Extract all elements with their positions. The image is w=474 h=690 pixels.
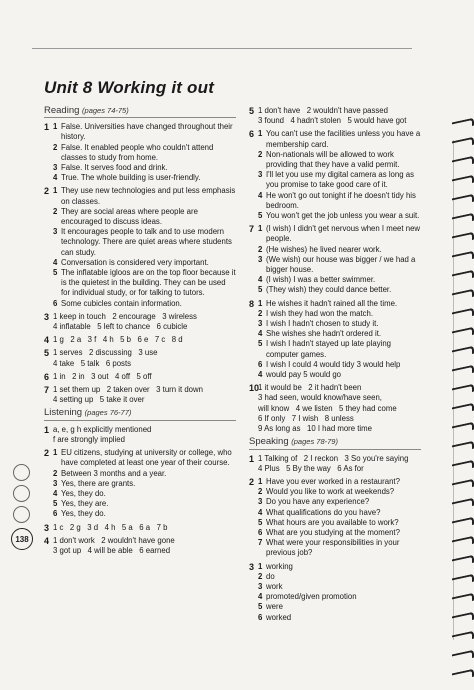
exercise xyxy=(249,224,421,295)
answer-line: 1 keep in touch 2 encourage 3 wireless xyxy=(53,311,197,321)
exercise xyxy=(44,523,236,533)
answer-text: promoted/given promotion xyxy=(266,592,357,602)
answer-key: 1 xyxy=(53,448,58,458)
answer-line: 1 don't have 2 wouldn't have passed xyxy=(258,106,388,115)
answer-line xyxy=(258,275,421,285)
answer-text: You won't get the job unless you wear a suit. xyxy=(266,211,420,221)
exercise-number: 6 xyxy=(44,371,50,382)
exercise-answers xyxy=(53,425,236,445)
binding-coil xyxy=(452,175,474,188)
answer-key: 3 xyxy=(258,254,263,264)
binding-coil xyxy=(452,365,474,378)
exercise-number: 8 xyxy=(249,298,255,309)
exercise xyxy=(249,562,421,623)
answer-text: They are social areas where people are encouraged to discuss ideas. xyxy=(61,206,198,227)
exercise-number: 5 xyxy=(249,106,255,116)
section-heading xyxy=(249,437,421,449)
answer-line: 4 inflatable 5 left to chance 6 cubicle xyxy=(53,322,188,332)
exercise-answers xyxy=(258,477,421,559)
exercise-number: 7 xyxy=(44,385,50,396)
exercise-answers xyxy=(258,129,421,221)
answer-key: 6 xyxy=(258,527,263,537)
exercise-number: 6 xyxy=(249,129,255,140)
answer-line xyxy=(258,150,421,170)
exercise-answers xyxy=(258,299,421,381)
exercise-answers xyxy=(53,122,236,183)
answer-key: 6 xyxy=(258,359,263,369)
answer-key: 2 xyxy=(258,571,263,581)
binding-coil xyxy=(452,270,474,283)
answer-text: Have you ever worked in a restaurant? xyxy=(266,476,400,486)
exercise-answers xyxy=(53,448,236,519)
answer-key: 5 xyxy=(53,268,58,278)
answer-key: 4 xyxy=(53,257,58,267)
exercise-answers xyxy=(258,224,421,295)
binding-coil xyxy=(452,650,474,663)
page-title: Unit 8 Working it out xyxy=(44,78,215,97)
answer-line: 4 setting up 5 take it over xyxy=(53,395,145,405)
answer-text: Yes, they do. xyxy=(61,488,106,498)
answer-line xyxy=(53,479,236,489)
answer-key: 5 xyxy=(258,339,263,349)
answer-line xyxy=(258,602,421,612)
answer-text: He wishes it hadn't rained all the time. xyxy=(266,298,398,308)
exercise-answers xyxy=(53,312,236,332)
answer-key: 4 xyxy=(258,592,263,602)
answer-line xyxy=(53,227,236,258)
left-column xyxy=(44,106,236,559)
answer-key: 5 xyxy=(258,602,263,612)
binding-coil xyxy=(452,346,474,359)
answer-text: Non-nationals will be allowed to work providing that they have a valid permit. xyxy=(266,149,400,170)
answer-line: 4 Plus 5 By the way 6 As for xyxy=(258,463,364,473)
answer-line xyxy=(53,268,236,299)
answer-line: 1 serves 2 discussing 3 use xyxy=(53,348,158,358)
answer-key: 6 xyxy=(53,298,58,308)
binding-coil xyxy=(452,232,474,245)
answer-key: 2 xyxy=(258,308,263,318)
margin-circle xyxy=(13,506,30,523)
answer-line xyxy=(53,469,236,479)
answer-text: Would you like to work at weekends? xyxy=(266,487,395,497)
answer-key: 4 xyxy=(258,275,263,285)
answer-text: working xyxy=(266,561,293,571)
answer-key: 3 xyxy=(258,170,263,180)
binding-coil xyxy=(452,403,474,416)
exercise xyxy=(249,129,421,221)
exercise xyxy=(249,106,421,126)
answer-text: He won't go out tonight if he doesn't tidy his bedroom. xyxy=(266,190,416,210)
answer-key: 1 xyxy=(258,224,263,234)
answer-line xyxy=(53,509,236,519)
answer-text: worked xyxy=(266,612,292,622)
exercise xyxy=(249,477,421,559)
binding-coil xyxy=(452,137,474,150)
exercise-answers xyxy=(53,186,236,308)
answer-key: 4 xyxy=(53,488,58,498)
exercise-answers xyxy=(53,385,236,405)
answer-key: 3 xyxy=(53,478,58,488)
answer-line xyxy=(258,508,421,518)
exercise xyxy=(44,372,236,382)
answer-key: 2 xyxy=(258,244,263,254)
answer-line xyxy=(53,207,236,227)
answer-text: What are you studying at the moment? xyxy=(266,527,400,537)
binding-coil xyxy=(452,308,474,321)
answer-key: 1 xyxy=(53,186,58,196)
answer-line xyxy=(53,122,236,142)
answer-line xyxy=(258,487,421,497)
answer-text: You can't use the facilities unless you have a membership card. xyxy=(266,129,421,149)
answer-key: 4 xyxy=(258,370,263,380)
answer-line xyxy=(53,173,236,183)
binding-coil xyxy=(452,441,474,454)
answer-line xyxy=(258,562,421,572)
binding-coil xyxy=(452,384,474,397)
answer-text: It encourages people to talk and to use modern technology. There are quiet areas where students can study. xyxy=(61,227,232,257)
exercise xyxy=(44,186,236,308)
exercise-number: 2 xyxy=(44,186,50,197)
exercise xyxy=(44,335,236,345)
answer-key: 6 xyxy=(258,612,263,622)
binding-coil xyxy=(452,498,474,511)
section-title: Listening xyxy=(44,407,83,419)
answer-text: (We wish) our house was bigger / we had a bigger house. xyxy=(266,254,416,275)
answer-line xyxy=(258,255,421,275)
exercise-answers xyxy=(258,454,421,474)
exercise-number: 4 xyxy=(44,335,50,346)
answer-line xyxy=(53,163,236,173)
answer-text: (I wish) I didn't get nervous when I meet new people. xyxy=(266,224,421,244)
answer-key: 4 xyxy=(258,329,263,339)
answer-line xyxy=(258,528,421,538)
exercise-answers xyxy=(53,348,236,368)
answer-text: True. The whole building is user-friendly. xyxy=(61,173,201,183)
binding-coil xyxy=(452,669,474,682)
answer-line: 1 don't work 2 wouldn't have gone xyxy=(53,535,175,545)
answer-text: Do you have any experience? xyxy=(266,497,370,507)
answer-line: 1 it would be 2 it hadn't been xyxy=(258,383,362,393)
answer-text: False. Universities have changed throughout their history. xyxy=(61,122,233,142)
answer-line xyxy=(258,329,421,339)
section-pages: (pages 78-79) xyxy=(291,437,338,447)
answer-line xyxy=(258,319,421,329)
answer-line xyxy=(258,299,421,309)
binding-coil xyxy=(452,422,474,435)
exercise xyxy=(249,383,421,434)
exercise-number: 10 xyxy=(249,383,260,394)
answer-key: 1 xyxy=(53,122,58,132)
answer-line xyxy=(258,477,421,487)
answer-key: 1 xyxy=(258,476,263,486)
answer-line xyxy=(258,572,421,582)
exercise-number: 3 xyxy=(44,311,50,322)
answer-line xyxy=(53,299,236,309)
exercise-number: 3 xyxy=(249,561,255,572)
answer-line xyxy=(258,129,421,149)
answer-text: What hours are you available to work? xyxy=(266,517,399,527)
binding-coil xyxy=(452,612,474,625)
answer-text: False. It serves food and drink. xyxy=(61,163,168,173)
answer-line: 1 g 2 a 3 f 4 h 5 b 6 e 7 c 8 d xyxy=(53,335,183,345)
answer-line xyxy=(258,497,421,507)
answer-key: 3 xyxy=(53,227,58,237)
answer-line xyxy=(258,613,421,623)
answer-text: do xyxy=(266,571,275,581)
answer-text: work xyxy=(266,581,283,591)
answer-text: Yes, they do. xyxy=(61,509,106,519)
binding-coil xyxy=(452,631,474,644)
answer-text: What qualifications do you have? xyxy=(266,507,381,517)
answer-text: She wishes she hadn't ordered it. xyxy=(266,329,382,339)
answer-line: 1 set them up 2 taken over 3 turn it down xyxy=(53,385,203,395)
top-rule xyxy=(32,48,412,49)
right-column xyxy=(249,106,421,626)
answer-line xyxy=(258,582,421,592)
answer-key: 2 xyxy=(53,142,58,152)
answer-text: I'll let you use my digital camera as long as you promise to take good care of it. xyxy=(266,170,414,190)
answer-line xyxy=(258,309,421,319)
answer-line xyxy=(258,592,421,602)
answer-text: They use new technologies and put less emphasis on classes. xyxy=(61,186,236,206)
answer-text: Yes, they are. xyxy=(61,499,109,509)
section-heading xyxy=(44,408,236,420)
answer-line xyxy=(258,170,421,190)
answer-text: I wish I hadn't chosen to study it. xyxy=(266,319,379,329)
binding-coil xyxy=(452,194,474,207)
answer-text: (He wishes) he lived nearer work. xyxy=(266,244,382,254)
answer-line: 3 had seen, would know/have seen, xyxy=(258,393,382,403)
answer-line: 9 As long as 10 I had more time xyxy=(258,424,372,434)
answer-text: Yes, there are grants. xyxy=(61,478,136,488)
exercise-answers xyxy=(258,106,421,126)
exercise-number: 1 xyxy=(44,424,50,435)
binding-coil xyxy=(452,213,474,226)
answer-line: 3 found 4 hadn't stolen 5 would have got xyxy=(258,116,407,126)
binding-coil xyxy=(452,460,474,473)
section-title: Reading xyxy=(44,105,80,116)
binding-coil xyxy=(452,156,474,169)
answer-line: 1 Talking of 2 I reckon 3 So you're saying xyxy=(258,453,409,463)
exercise-number: 5 xyxy=(44,348,50,359)
answer-key: 5 xyxy=(258,517,263,527)
answer-line xyxy=(53,143,236,163)
exercise xyxy=(249,454,421,474)
page-number: 138 xyxy=(11,528,33,550)
binding-coil xyxy=(452,327,474,340)
answer-line xyxy=(53,448,236,468)
answer-text: I wish I hadn't stayed up late playing computer games. xyxy=(266,339,392,359)
section-pages: (pages 76-77) xyxy=(84,408,132,418)
answer-line: will know 4 we listen 5 they had come xyxy=(258,403,397,413)
answer-key: 4 xyxy=(258,507,263,517)
exercise xyxy=(44,385,236,405)
exercise-number: 3 xyxy=(44,522,50,533)
exercise-answers xyxy=(53,536,236,556)
answer-key: 4 xyxy=(53,173,58,183)
answer-text: What were your responsibilities in your previous job? xyxy=(266,538,400,558)
exercise xyxy=(44,348,236,368)
answer-line xyxy=(258,518,421,528)
answer-line xyxy=(258,538,421,558)
answer-line: 3 got up 4 will be able 6 earned xyxy=(53,545,171,555)
answer-line xyxy=(258,224,421,244)
exercise-answers xyxy=(258,562,421,623)
answer-key: 3 xyxy=(53,163,58,173)
answer-key: 2 xyxy=(53,206,58,216)
answer-text: would pay 5 would go xyxy=(266,370,341,380)
answer-line: f are strongly implied xyxy=(53,434,125,444)
binding-coil xyxy=(452,517,474,530)
answer-key: 2 xyxy=(258,149,263,159)
answer-key: 7 xyxy=(258,538,263,548)
exercise xyxy=(44,312,236,332)
answer-key: 5 xyxy=(258,211,263,221)
answer-line: 6 If only 7 I wish 8 unless xyxy=(258,413,354,423)
answer-text: Some cubicles contain information. xyxy=(61,298,182,308)
answer-text: False. It enabled people who couldn't attend classes to study from home. xyxy=(61,142,214,162)
answer-line: 1 c 2 g 3 d 4 h 5 a 6 a 7 b xyxy=(53,522,168,532)
answer-line: a, e, g h explicitly mentioned xyxy=(53,424,152,434)
exercise-number: 2 xyxy=(249,476,255,487)
margin-circle xyxy=(13,485,30,502)
answer-text: were xyxy=(266,602,283,612)
answer-key: 5 xyxy=(53,499,58,509)
exercise xyxy=(44,448,236,519)
answer-key: 1 xyxy=(258,129,263,139)
answer-key: 3 xyxy=(258,581,263,591)
binding-coil xyxy=(452,289,474,302)
binding-coil xyxy=(452,555,474,568)
binding-coil xyxy=(452,251,474,264)
binding-coil xyxy=(452,593,474,606)
answer-text: (They wish) they could dance better. xyxy=(266,285,392,295)
answer-text: The inflatable igloos are on the top floor because it is the quietest in the building. They can be used for individual study, or for talking to tutors. xyxy=(61,268,236,298)
section-heading xyxy=(44,106,236,118)
binding-coil xyxy=(452,536,474,549)
exercise-number: 1 xyxy=(44,122,50,133)
answer-key: 1 xyxy=(258,298,263,308)
answer-key: 2 xyxy=(53,468,58,478)
binding-coil xyxy=(452,118,474,131)
exercise xyxy=(249,299,421,381)
answer-key: 3 xyxy=(258,319,263,329)
answer-line xyxy=(258,191,421,211)
answer-line xyxy=(258,370,421,380)
answer-line xyxy=(53,489,236,499)
answer-text: Conversation is considered very important. xyxy=(61,257,209,267)
answer-line xyxy=(53,186,236,206)
answer-key: 3 xyxy=(258,497,263,507)
answer-key: 5 xyxy=(258,285,263,295)
exercise-number: 4 xyxy=(44,535,50,546)
binding-coil xyxy=(452,479,474,492)
answer-line xyxy=(53,499,236,509)
answer-text: EU citizens, studying at university or college, who have completed at least one year of their course. xyxy=(61,448,232,468)
exercise-number: 7 xyxy=(249,224,255,235)
answer-text: I wish they had won the match. xyxy=(266,308,374,318)
exercise-answers xyxy=(53,372,236,382)
answer-line: 1 in 2 in 3 out 4 off 5 off xyxy=(53,371,152,381)
answer-text: I wish I could 4 would tidy 3 would help xyxy=(266,359,401,369)
answer-text: Between 3 months and a year. xyxy=(61,468,167,478)
answer-line xyxy=(258,339,421,359)
binding-coil xyxy=(452,574,474,587)
answer-line: 4 take 5 talk 6 posts xyxy=(53,358,132,368)
exercise xyxy=(44,425,236,445)
margin-circle xyxy=(13,464,30,481)
answer-key: 4 xyxy=(258,190,263,200)
exercise-answers xyxy=(53,523,236,533)
answer-line xyxy=(258,211,421,221)
exercise-answers xyxy=(53,335,236,345)
exercise xyxy=(44,122,236,183)
section-title: Speaking xyxy=(249,436,289,448)
exercise-number: 1 xyxy=(249,453,255,464)
answer-key: 1 xyxy=(258,561,263,571)
spiral-binding xyxy=(452,120,474,690)
answer-line xyxy=(258,285,421,295)
answer-key: 2 xyxy=(258,487,263,497)
margin-circles xyxy=(13,464,30,527)
exercise xyxy=(44,536,236,556)
answer-key: 6 xyxy=(53,509,58,519)
section-pages: (pages 74-75) xyxy=(82,106,129,115)
answer-line xyxy=(258,245,421,255)
answer-line xyxy=(258,360,421,370)
exercise-answers xyxy=(258,383,421,434)
answer-line xyxy=(53,258,236,268)
answer-text: (I wish) I was a better swimmer. xyxy=(266,275,376,285)
exercise-number: 2 xyxy=(44,448,50,459)
